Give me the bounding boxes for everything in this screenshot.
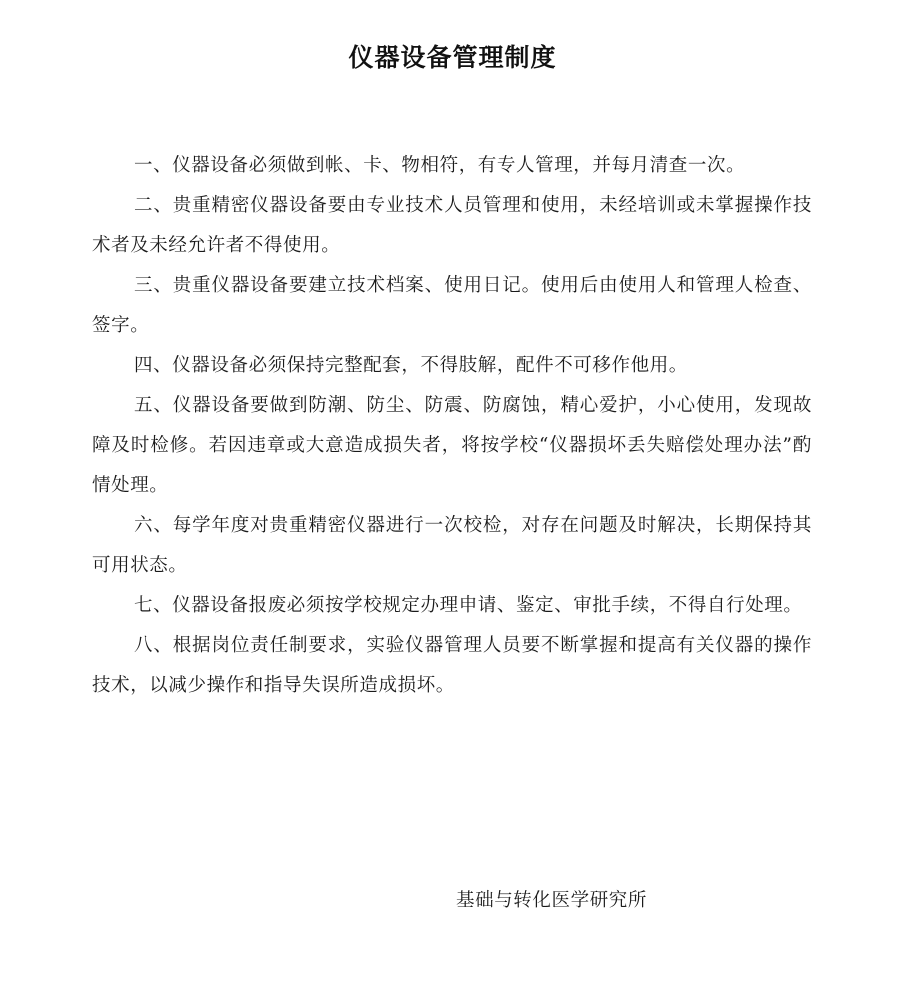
article-6: 六、每学年度对贵重精密仪器进行一次校检，对存在问题及时解决，长期保持其可用状态。 xyxy=(92,515,812,576)
article-4: 四、仪器设备必须保持完整配套，不得肢解，配件不可移作他用。 xyxy=(134,355,688,376)
article-1: 一、仪器设备必须做到帐、卡、物相符，有专人管理，并每月清查一次。 xyxy=(134,155,746,176)
article-2: 二、贵重精密仪器设备要由专业技术人员管理和使用，未经培训或未掌握操作技术者及未经允许者不得使用。 xyxy=(92,195,812,256)
article-8: 八、根据岗位责任制要求，实验仪器管理人员要不断掌握和提高有关仪器的操作技术，以减少操作和指导失误所造成损坏。 xyxy=(92,635,812,696)
article-3: 三、贵重仪器设备要建立技术档案、使用日记。使用后由使用人和管理人检查、签字。 xyxy=(92,275,812,336)
article-7: 七、仪器设备报废必须按学校规定办理申请、鉴定、审批手续，不得自行处理。 xyxy=(134,595,803,616)
issuing-institute: 基础与转化医学研究所 xyxy=(456,890,648,911)
regulation-articles xyxy=(92,146,812,706)
document-title: 仪器设备管理制度 xyxy=(348,43,557,72)
article-5: 五、仪器设备要做到防潮、防尘、防震、防腐蚀，精心爱护，小心使用，发现故障及时检修。若因违章或大意造成损失者，将按学校“仪器损坏丢失赔偿处理办法”酌情处理。 xyxy=(92,395,812,496)
